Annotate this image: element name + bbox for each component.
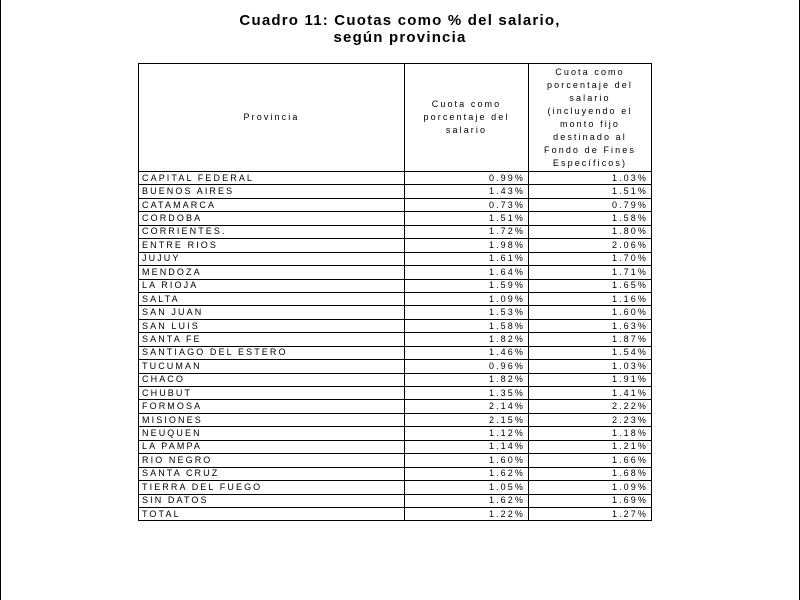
table-row: [139, 387, 652, 400]
cell-cuota-fijo: 1.58%: [529, 212, 652, 225]
cell-provincia: SANTA CRUZ: [139, 467, 405, 480]
cell-cuota: 1.22%: [405, 507, 529, 520]
cell-cuota-fijo: 2.23%: [529, 413, 652, 426]
cell-provincia: SAN JUAN: [139, 306, 405, 319]
cell-provincia: SALTA: [139, 292, 405, 305]
table-row: [139, 292, 652, 305]
cell-cuota-fijo: 1.03%: [529, 360, 652, 373]
cell-cuota-fijo: 1.71%: [529, 266, 652, 279]
cell-cuota: 1.82%: [405, 333, 529, 346]
cell-provincia: CAPITAL FEDERAL: [139, 172, 405, 185]
data-table-container: [138, 63, 651, 521]
header-cuota: Cuota como porcentaje del salario: [405, 64, 529, 172]
cell-cuota-fijo: 1.70%: [529, 252, 652, 265]
cell-cuota: 1.35%: [405, 387, 529, 400]
header-provincia: Provincia: [139, 64, 405, 172]
cell-cuota-fijo: 1.09%: [529, 481, 652, 494]
cell-cuota: 1.98%: [405, 239, 529, 252]
cell-provincia: RIO NEGRO: [139, 454, 405, 467]
cell-cuota-fijo: 1.41%: [529, 387, 652, 400]
cell-cuota: 1.64%: [405, 266, 529, 279]
cell-provincia: SIN DATOS: [139, 494, 405, 507]
cuotas-table: [138, 63, 652, 521]
table-row: [139, 279, 652, 292]
cell-cuota-fijo: 1.63%: [529, 319, 652, 332]
table-row: [139, 198, 652, 211]
table-row: [139, 373, 652, 386]
table-row: [139, 467, 652, 480]
table-row: [139, 400, 652, 413]
cell-cuota: 1.05%: [405, 481, 529, 494]
table-row: [139, 239, 652, 252]
table-row: [139, 252, 652, 265]
table-row: [139, 440, 652, 453]
cell-cuota: 2.14%: [405, 400, 529, 413]
cell-provincia: FORMOSA: [139, 400, 405, 413]
table-row: [139, 306, 652, 319]
table-row: [139, 507, 652, 520]
cell-cuota-fijo: 1.21%: [529, 440, 652, 453]
cell-provincia: CORDOBA: [139, 212, 405, 225]
table-row: [139, 172, 652, 185]
cell-provincia: NEUQUEN: [139, 427, 405, 440]
table-row: [139, 333, 652, 346]
cell-cuota: 1.12%: [405, 427, 529, 440]
title-line-1: Cuadro 11: Cuotas como % del salario,: [239, 12, 561, 29]
cell-cuota-fijo: 0.79%: [529, 198, 652, 211]
cell-provincia: ENTRE RIOS: [139, 239, 405, 252]
cell-cuota-fijo: 1.60%: [529, 306, 652, 319]
table-row: [139, 346, 652, 359]
table-row: [139, 319, 652, 332]
cell-provincia: TIERRA DEL FUEGO: [139, 481, 405, 494]
cell-cuota: 1.72%: [405, 225, 529, 238]
table-row: [139, 360, 652, 373]
cell-cuota: 1.82%: [405, 373, 529, 386]
cell-cuota-fijo: 1.66%: [529, 454, 652, 467]
table-row: [139, 185, 652, 198]
cell-provincia: CHUBUT: [139, 387, 405, 400]
cell-provincia: LA RIOJA: [139, 279, 405, 292]
cell-cuota-fijo: 1.54%: [529, 346, 652, 359]
cell-provincia: CHACO: [139, 373, 405, 386]
table-row: [139, 427, 652, 440]
cell-cuota-fijo: 1.51%: [529, 185, 652, 198]
table-row: [139, 266, 652, 279]
cell-provincia: CATAMARCA: [139, 198, 405, 211]
cell-provincia: LA PAMPA: [139, 440, 405, 453]
cell-cuota-fijo: 1.87%: [529, 333, 652, 346]
cell-cuota: 1.14%: [405, 440, 529, 453]
cell-cuota: 1.51%: [405, 212, 529, 225]
cell-cuota: 0.96%: [405, 360, 529, 373]
cell-provincia: JUJUY: [139, 252, 405, 265]
cell-cuota-fijo: 1.91%: [529, 373, 652, 386]
cell-cuota: 1.61%: [405, 252, 529, 265]
table-row: [139, 454, 652, 467]
cell-cuota: 1.46%: [405, 346, 529, 359]
cell-cuota-fijo: 1.03%: [529, 172, 652, 185]
cell-cuota: 0.73%: [405, 198, 529, 211]
cell-provincia: TOTAL: [139, 507, 405, 520]
title-line-2: según provincia: [333, 29, 467, 46]
cell-cuota-fijo: 1.69%: [529, 494, 652, 507]
header-cuota-fijo: Cuota como porcentaje del salario (incluyendo el monto fijo destinado al Fondo de Fines Específicos): [529, 64, 652, 172]
cell-cuota-fijo: 1.68%: [529, 467, 652, 480]
cell-cuota-fijo: 1.80%: [529, 225, 652, 238]
cell-cuota: 0.99%: [405, 172, 529, 185]
page-left-border: [0, 0, 1, 600]
table-body: [139, 172, 652, 521]
table-row: [139, 494, 652, 507]
cell-cuota: 1.59%: [405, 279, 529, 292]
table-row: [139, 212, 652, 225]
cell-cuota: 1.09%: [405, 292, 529, 305]
cell-provincia: SAN LUIS: [139, 319, 405, 332]
cell-cuota: 1.62%: [405, 494, 529, 507]
table-header-row: [139, 64, 652, 172]
cell-cuota-fijo: 2.22%: [529, 400, 652, 413]
cell-cuota: 2.15%: [405, 413, 529, 426]
cell-cuota: 1.43%: [405, 185, 529, 198]
cell-cuota: 1.53%: [405, 306, 529, 319]
cell-provincia: TUCUMAN: [139, 360, 405, 373]
document-title: [0, 12, 800, 46]
cell-cuota-fijo: 1.65%: [529, 279, 652, 292]
cell-cuota-fijo: 1.16%: [529, 292, 652, 305]
cell-cuota: 1.58%: [405, 319, 529, 332]
table-row: [139, 413, 652, 426]
cell-cuota-fijo: 2.06%: [529, 239, 652, 252]
cell-cuota: 1.60%: [405, 454, 529, 467]
cell-provincia: BUENOS AIRES: [139, 185, 405, 198]
cell-provincia: SANTA FE: [139, 333, 405, 346]
cell-provincia: MISIONES: [139, 413, 405, 426]
cell-provincia: SANTIAGO DEL ESTERO: [139, 346, 405, 359]
table-row: [139, 481, 652, 494]
cell-cuota: 1.62%: [405, 467, 529, 480]
cell-cuota-fijo: 1.18%: [529, 427, 652, 440]
cell-cuota-fijo: 1.27%: [529, 507, 652, 520]
cell-provincia: MENDOZA: [139, 266, 405, 279]
table-row: [139, 225, 652, 238]
cell-provincia: CORRIENTES.: [139, 225, 405, 238]
